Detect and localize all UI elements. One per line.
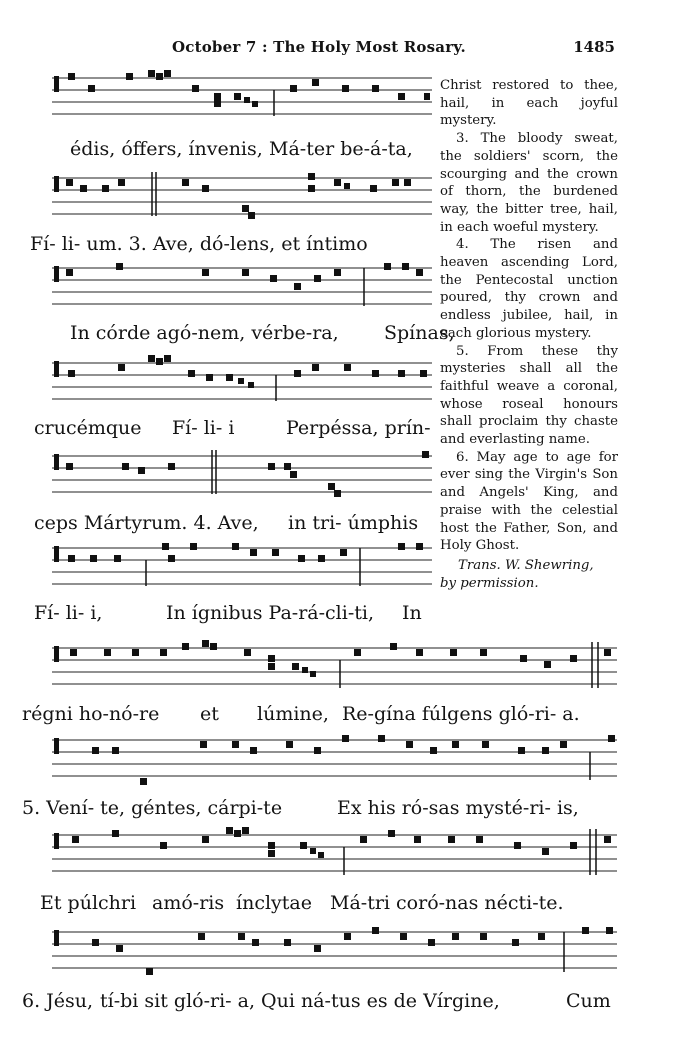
staff-2-notation <box>52 170 432 222</box>
lyric-fragment: Fí- li- um. 3. Ave, dó-lens, et íntimo <box>30 233 368 255</box>
staff-10-notation <box>52 922 617 978</box>
lyric-fragment: Spínas, <box>384 322 455 344</box>
lyric-fragment: édis, óffers, ínvenis, <box>70 138 263 160</box>
lyric-fragment: Et púlchri <box>40 892 137 914</box>
stanza-4: 4. The risen and heaven ascending Lord, the Pentecostal unction poured, thy crown and endless jubilee, hail, in each glorious mystery. <box>440 237 618 341</box>
stanza-3: 3. The bloody sweat, the soldiers' scorn, the scourging and the crown of thorn, the burdened way, the bitter tree, hail, in each woeful mystery. <box>440 131 618 235</box>
lyric-fragment: in tri- úmphis <box>288 512 419 534</box>
lyric-fragment: lúmine, <box>257 703 329 725</box>
lyric-fragment: Má-ter be-á-ta, <box>269 138 413 160</box>
lyric-fragment: régni ho-nó-re <box>22 703 160 725</box>
lyric-fragment: Cum <box>566 990 611 1012</box>
chant-staff-8 <box>52 730 617 782</box>
lyric-fragment: Ex his ró-sas mysté-ri- is, <box>337 797 579 819</box>
lyric-fragment: ceps Mártyrum. 4. Ave, <box>34 512 259 534</box>
lyric-fragment: In ígnibus Pa-rá-cli-ti, <box>166 602 374 624</box>
lyric-fragment: Re-gína fúlgens gló-ri- a. <box>342 703 580 725</box>
staff-8-notation <box>52 730 617 786</box>
permission-note: by permission. <box>440 575 539 591</box>
lyric-fragment: ínclytae <box>236 892 312 914</box>
chant-staff-7 <box>52 638 617 690</box>
lyric-fragment: crucémque <box>34 417 142 439</box>
stanza-6: 6. May age to age for ever sing the Virgin's Son and Angels' King, and praise with the celestial host the Father, Son, and Holy Ghost. <box>440 449 618 554</box>
chant-staff-5 <box>52 448 432 500</box>
page-number: 1485 <box>573 38 615 56</box>
page-title: October 7 : The Holy Most Rosary. <box>172 38 466 56</box>
stanza-5: 5. From these thy mysteries shall all the faithful weave a coronal, whose roseal honours shall proclaim thy chaste and everlasting name. <box>440 343 618 448</box>
hymn-translation-column <box>440 77 618 592</box>
lyric-fragment: In <box>402 602 422 624</box>
running-header <box>172 38 615 60</box>
staff-7-notation <box>52 638 617 694</box>
translator-credit: Trans. W. Shewring, <box>458 557 594 573</box>
lyric-fragment: Má-tri coró-nas nécti-te. <box>330 892 564 914</box>
chant-staff-9 <box>52 825 617 877</box>
lyric-fragment: In córde agó-nem, vérbe-ra, <box>70 322 339 344</box>
lyric-fragment: amó-ris <box>152 892 225 914</box>
stanza-2-tail: Christ restored to thee, hail, in each joyful mystery. <box>440 78 618 129</box>
lyric-fragment: 5. Vení- te, géntes, cárpi-te <box>22 797 283 819</box>
chant-staff-4 <box>52 355 432 407</box>
lyric-fragment: et <box>200 703 219 725</box>
staff-6-notation <box>52 540 432 592</box>
chant-staff-1 <box>52 70 432 122</box>
chant-staff-6 <box>52 540 432 592</box>
chant-staff-2 <box>52 170 432 222</box>
staff-5-notation <box>52 448 432 500</box>
chant-staff-10 <box>52 922 617 974</box>
chant-staff-3 <box>52 260 432 312</box>
staff-3-notation <box>52 260 432 312</box>
staff-1-notation <box>52 70 432 122</box>
staff-4-notation <box>52 355 432 407</box>
lyric-fragment: tí-bi sit gló-ri- a, Qui ná-tus es de Vírgine, <box>100 990 500 1012</box>
lyric-fragment: 6. Jésu, <box>22 990 94 1012</box>
lyric-fragment: Perpéssa, prín- <box>286 417 431 439</box>
lyric-fragment: Fí- li- i, <box>34 602 103 624</box>
staff-9-notation <box>52 825 617 881</box>
lyric-fragment: Fí- li- i <box>172 417 235 439</box>
